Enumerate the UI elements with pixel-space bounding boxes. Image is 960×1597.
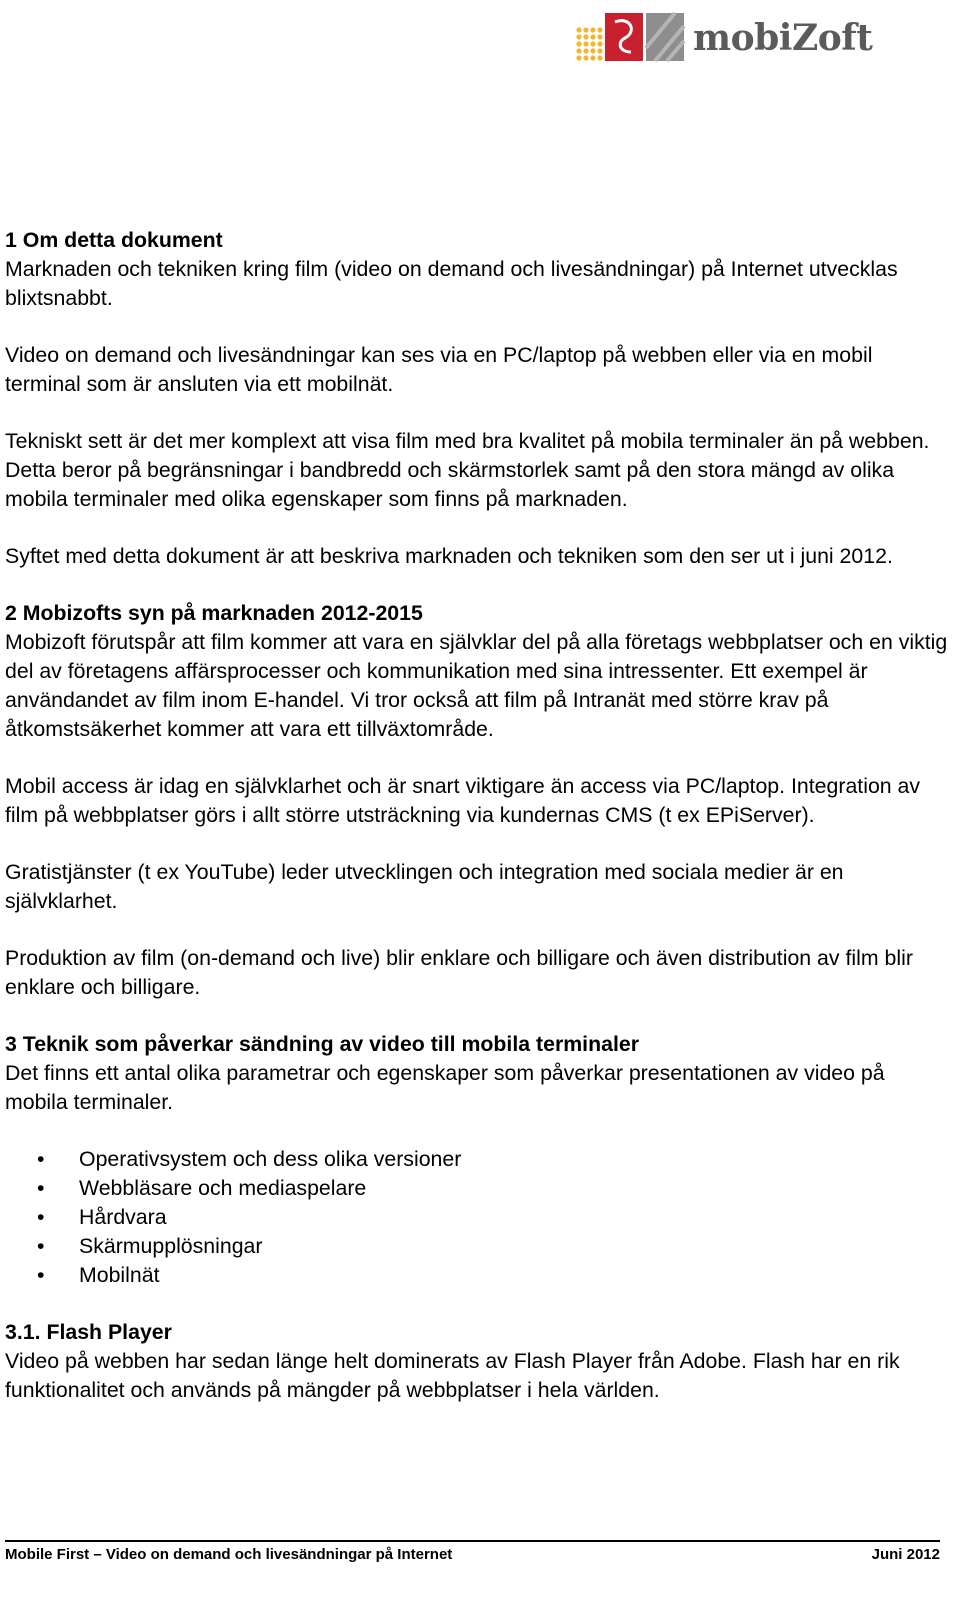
section-1-paragraph: Tekniskt sett är det mer komplext att visa film med bra kvalitet på mobila terminaler än på webben. Detta beror på begränsningar i bandbredd och skärmstorlek samt på den stora mängd av olika mobila terminaler med olika egenskaper som finns på marknaden.: [5, 429, 930, 511]
bullet-icon: •: [37, 1205, 45, 1229]
bullet-icon: •: [37, 1234, 45, 1258]
section-2-paragraph: Mobil access är idag en självklarhet och är snart viktigare än access via PC/laptop. Integration av film på webbplatser görs i allt större utsträckning via kundernas CMS (t ex EPiServer).: [5, 774, 921, 827]
section-2-heading: 2 Mobizofts syn på marknaden 2012-2015: [5, 601, 423, 625]
section-1-paragraph: Video on demand och livesändningar kan ses via en PC/laptop på webben eller via en mobil terminal som är ansluten via ett mobilnät.: [5, 343, 873, 396]
list-item: [5, 1232, 950, 1261]
list-item-text: Operativsystem och dess olika versioner: [79, 1147, 462, 1171]
parameter-list: [5, 1145, 950, 1290]
company-logo: [575, 8, 873, 66]
list-item-text: Mobilnät: [79, 1263, 160, 1287]
bullet-icon: •: [37, 1147, 45, 1171]
footer-date: Juni 2012: [871, 1546, 940, 1563]
section-2-paragraph: Gratistjänster (t ex YouTube) leder utvecklingen och integration med sociala medier är en självklarhet.: [5, 860, 844, 913]
bullet-icon: •: [37, 1263, 45, 1287]
section-2-paragraph: Produktion av film (on-demand och live) blir enklare och billigare och även distribution av film blir enklare och billigare.: [5, 946, 913, 999]
section-3-heading: 3 Teknik som påverkar sändning av video till mobila terminaler: [5, 1032, 639, 1056]
mobizoft-logo-icon: [575, 8, 687, 66]
section-2-paragraph: Mobizoft förutspår att film kommer att vara en självklar del på alla företags webbplatser och en viktig del av företagens affärsprocesser och kommunikation med sina intressenter. Ett exempel är användandet av film inom E-handel. Vi tror också att film på Intranät med större krav på åtkomstsäkerhet kommer att vara ett tillväxtområde.: [5, 630, 948, 741]
list-item: [5, 1174, 950, 1203]
list-item-text: Webbläsare och mediaspelare: [79, 1176, 367, 1200]
list-item-text: Skärmupplösningar: [79, 1234, 263, 1258]
list-item: [5, 1145, 950, 1174]
footer-title: Mobile First – Video on demand och livesändningar på Internet: [5, 1546, 453, 1563]
section-1-paragraph: Marknaden och tekniken kring film (video on demand och livesändningar) på Internet utvecklas blixtsnabbt.: [5, 257, 898, 310]
section-1-paragraph: Syftet med detta dokument är att beskriva marknaden och tekniken som den ser ut i juni 2012.: [5, 544, 893, 568]
page-footer: [5, 1540, 940, 1563]
logo-wordmark: mobiZoft: [693, 17, 873, 59]
list-item: [5, 1261, 950, 1290]
section-1-heading: 1 Om detta dokument: [5, 228, 223, 252]
document-body: [5, 226, 950, 1433]
section-3-1-heading: 3.1. Flash Player: [5, 1320, 172, 1344]
section-3-1-paragraph: Video på webben har sedan länge helt dominerats av Flash Player från Adobe. Flash har en rik funktionalitet och används på mängder på webbplatser i hela världen.: [5, 1349, 900, 1402]
list-item-text: Hårdvara: [79, 1205, 167, 1229]
bullet-icon: •: [37, 1176, 45, 1200]
section-3-intro: Det finns ett antal olika parametrar och egenskaper som påverkar presentationen av video på mobila terminaler.: [5, 1061, 885, 1114]
list-item: [5, 1203, 950, 1232]
